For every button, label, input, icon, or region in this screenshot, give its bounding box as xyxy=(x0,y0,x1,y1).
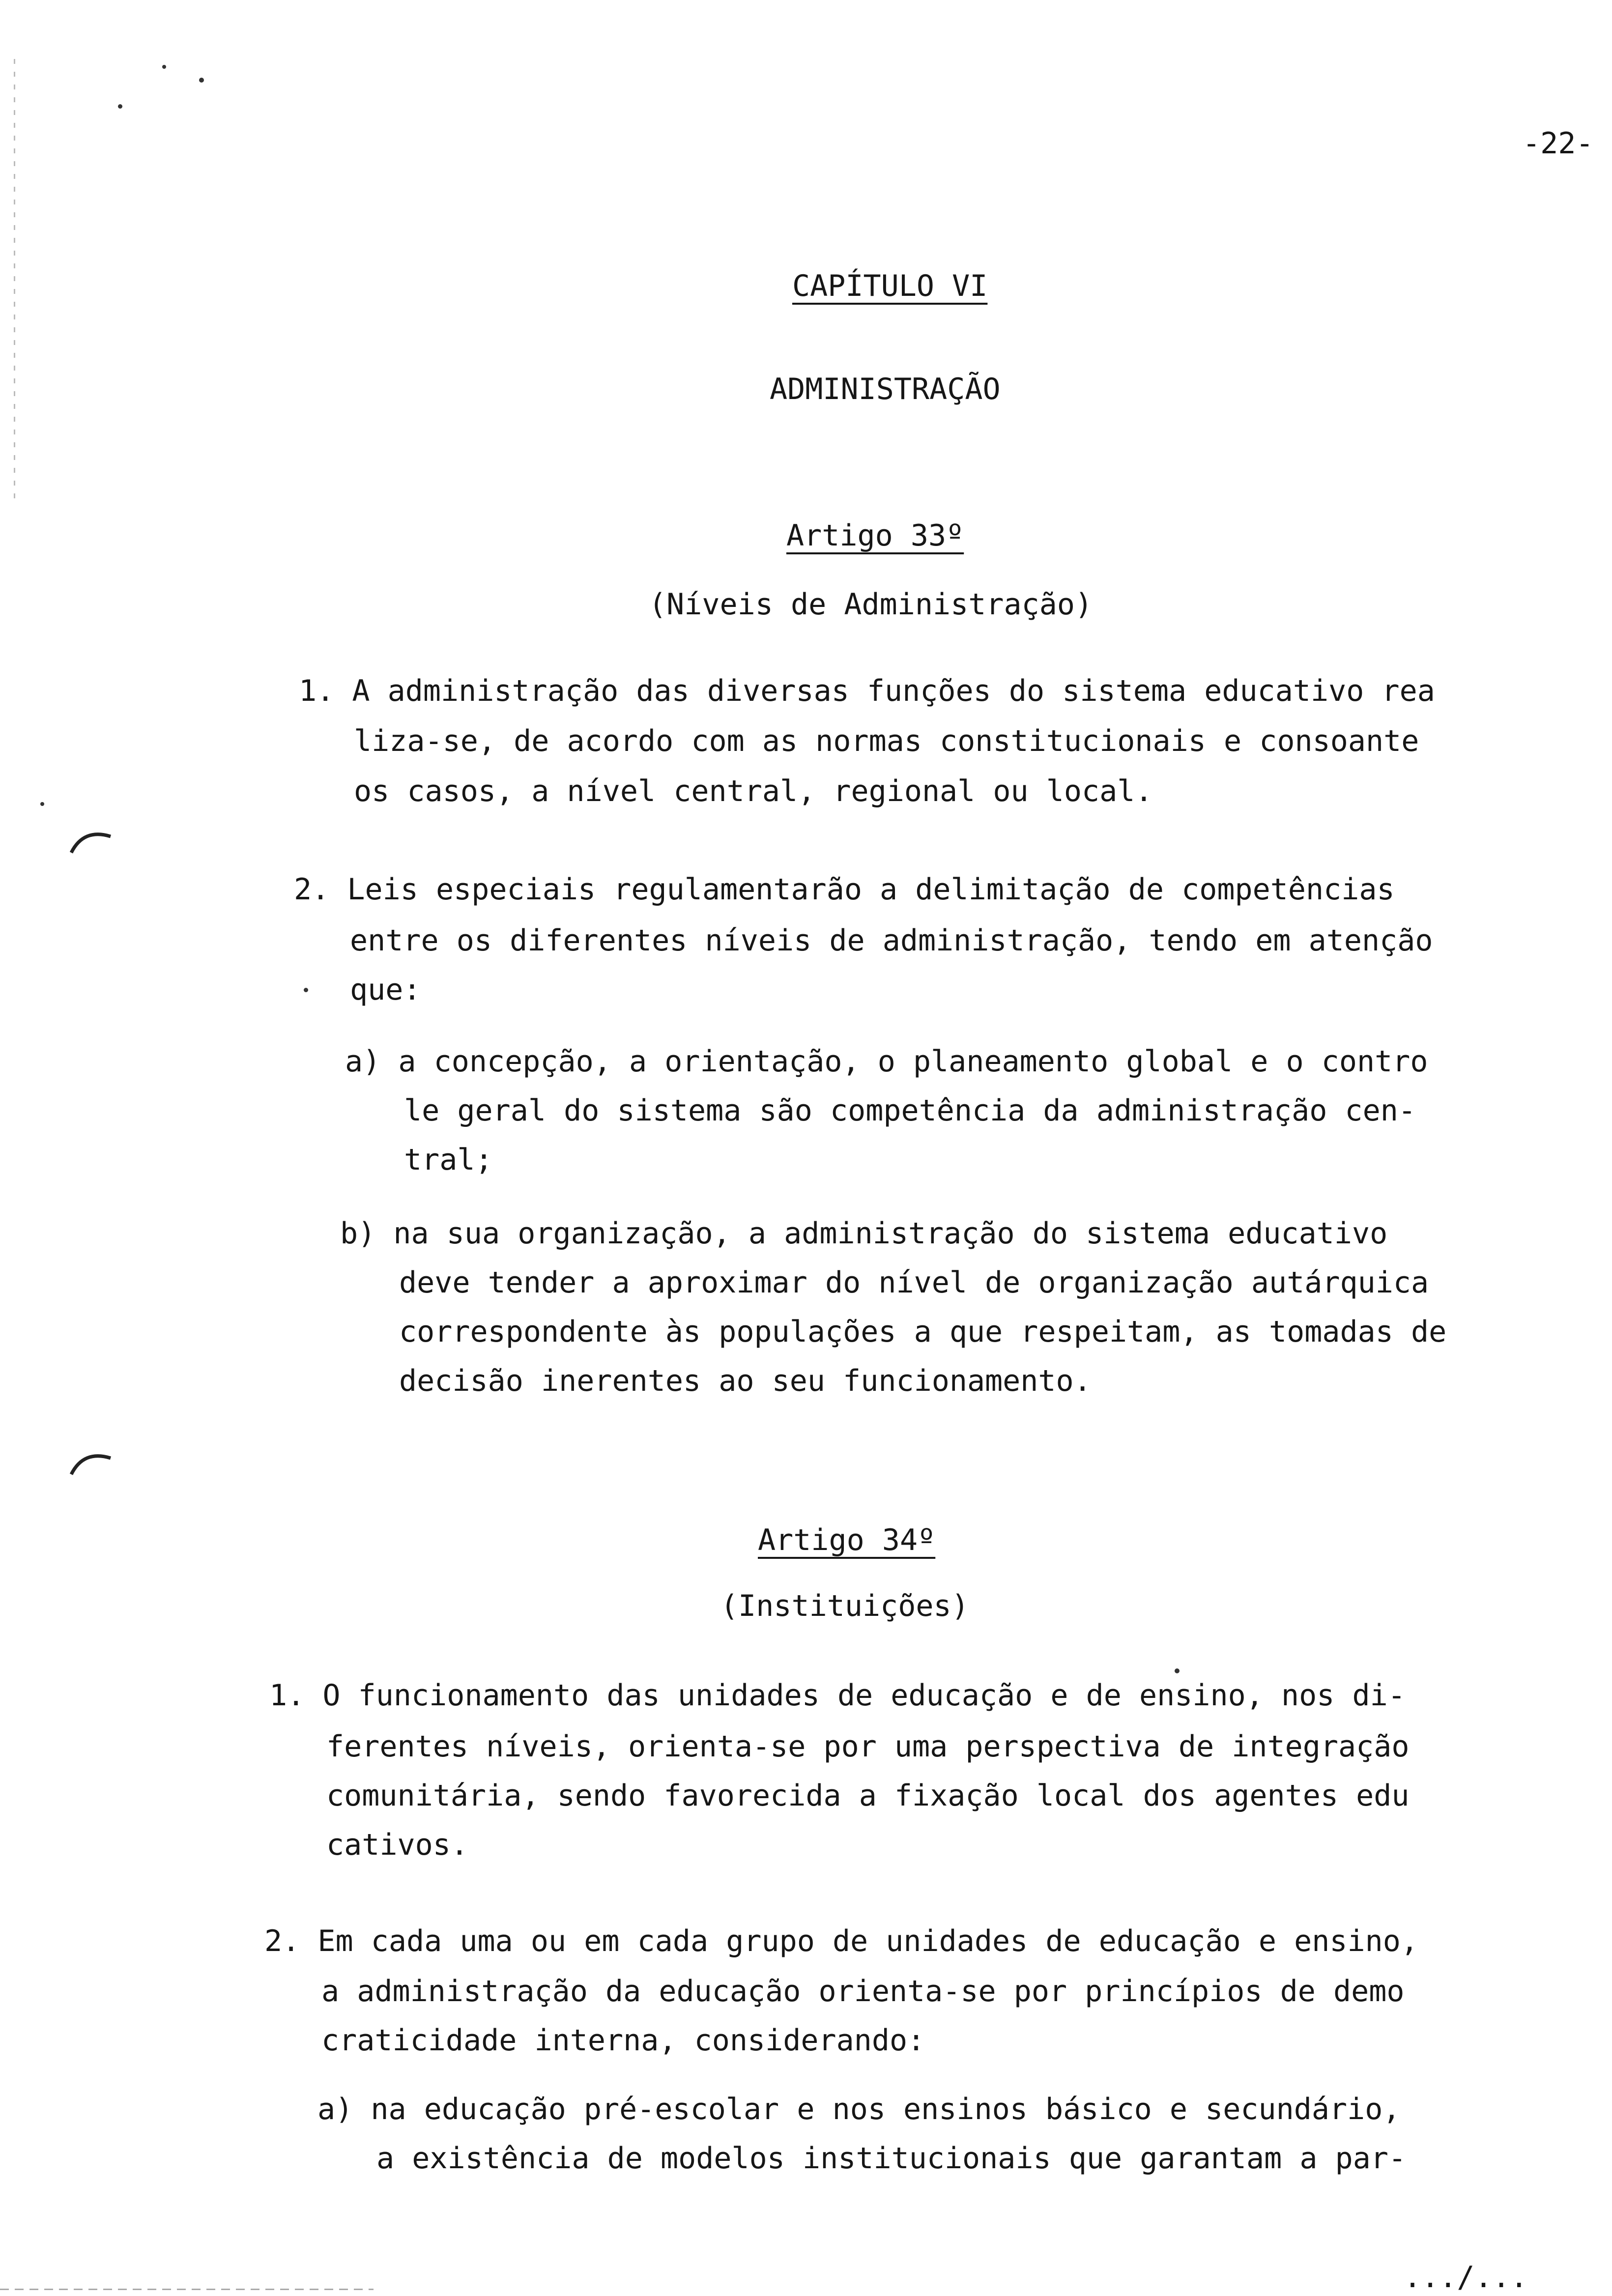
article-33-line: correspondente às populações a que respeitam, as tomadas de xyxy=(399,1315,1447,1349)
punch-hole-mark-icon xyxy=(69,1447,113,1477)
article-34-line: a administração da educação orienta-se por princípios de demo xyxy=(321,1974,1405,2009)
article-34-line: ferentes níveis, orienta-se por uma perspectiva de integração xyxy=(326,1729,1410,1764)
article-33-line: deve tender a aproximar do nível de organização autárquica xyxy=(399,1265,1429,1300)
article-33-line: tral; xyxy=(404,1143,493,1177)
article-33-line: entre os diferentes níveis de administração, tendo em atenção xyxy=(350,923,1433,958)
scan-speck xyxy=(118,104,122,109)
punch-hole-mark-icon xyxy=(69,826,113,855)
article-34-line: 1. O funcionamento das unidades de educação e de ensino, nos di- xyxy=(269,1678,1406,1713)
article-34-line: 2. Em cada uma ou em cada grupo de unidades de educação e ensino, xyxy=(264,1924,1418,1958)
article-34-line: craticidade interna, considerando: xyxy=(321,2023,925,2058)
scan-bottom-edge xyxy=(0,2289,374,2290)
article-33-caption: (Níveis de Administração) xyxy=(649,587,1093,622)
scan-speck xyxy=(304,988,308,992)
article-33-heading: Artigo 33º xyxy=(786,518,964,553)
chapter-subtitle: ADMINISTRAÇÃO xyxy=(770,372,1001,406)
article-33-line: decisão inerentes ao seu funcionamento. xyxy=(399,1364,1092,1398)
scan-speck xyxy=(1175,1668,1180,1673)
scan-speck xyxy=(199,78,204,83)
article-33-line: 1. A administração das diversas funções do sistema educativo rea xyxy=(299,674,1435,708)
chapter-title: CAPÍTULO VI xyxy=(792,269,988,303)
article-33-line: b) na sua organização, a administração do sistema educativo xyxy=(340,1216,1388,1251)
article-34-line: a existência de modelos institucionais que garantam a par- xyxy=(376,2141,1407,2176)
article-34-line: a) na educação pré-escolar e nos ensinos básico e secundário, xyxy=(317,2092,1401,2126)
scan-speck xyxy=(162,65,166,69)
article-34-line: cativos. xyxy=(326,1828,468,1862)
article-34-line: comunitária, sendo favorecida a fixação local dos agentes edu xyxy=(326,1779,1410,1813)
article-33-line: a) a concepção, a orientação, o planeamento global e o contro xyxy=(345,1044,1428,1079)
article-33-line: 2. Leis especiais regulamentarão a delimitação de competências xyxy=(294,872,1395,907)
article-34-heading: Artigo 34º xyxy=(758,1523,936,1557)
scan-speck xyxy=(40,802,44,806)
page-number: -22- xyxy=(1523,126,1594,161)
article-33-line: le geral do sistema são competência da administração cen- xyxy=(404,1093,1416,1128)
scan-edge-mark xyxy=(14,59,15,501)
article-33-line: que: xyxy=(350,973,421,1007)
continuation-mark: .../... xyxy=(1404,2260,1528,2295)
article-34-caption: (Instituições) xyxy=(720,1589,969,1623)
article-33-line: liza-se, de acordo com as normas constitucionais e consoante xyxy=(354,724,1419,758)
article-33-line: os casos, a nível central, regional ou local. xyxy=(354,774,1153,808)
